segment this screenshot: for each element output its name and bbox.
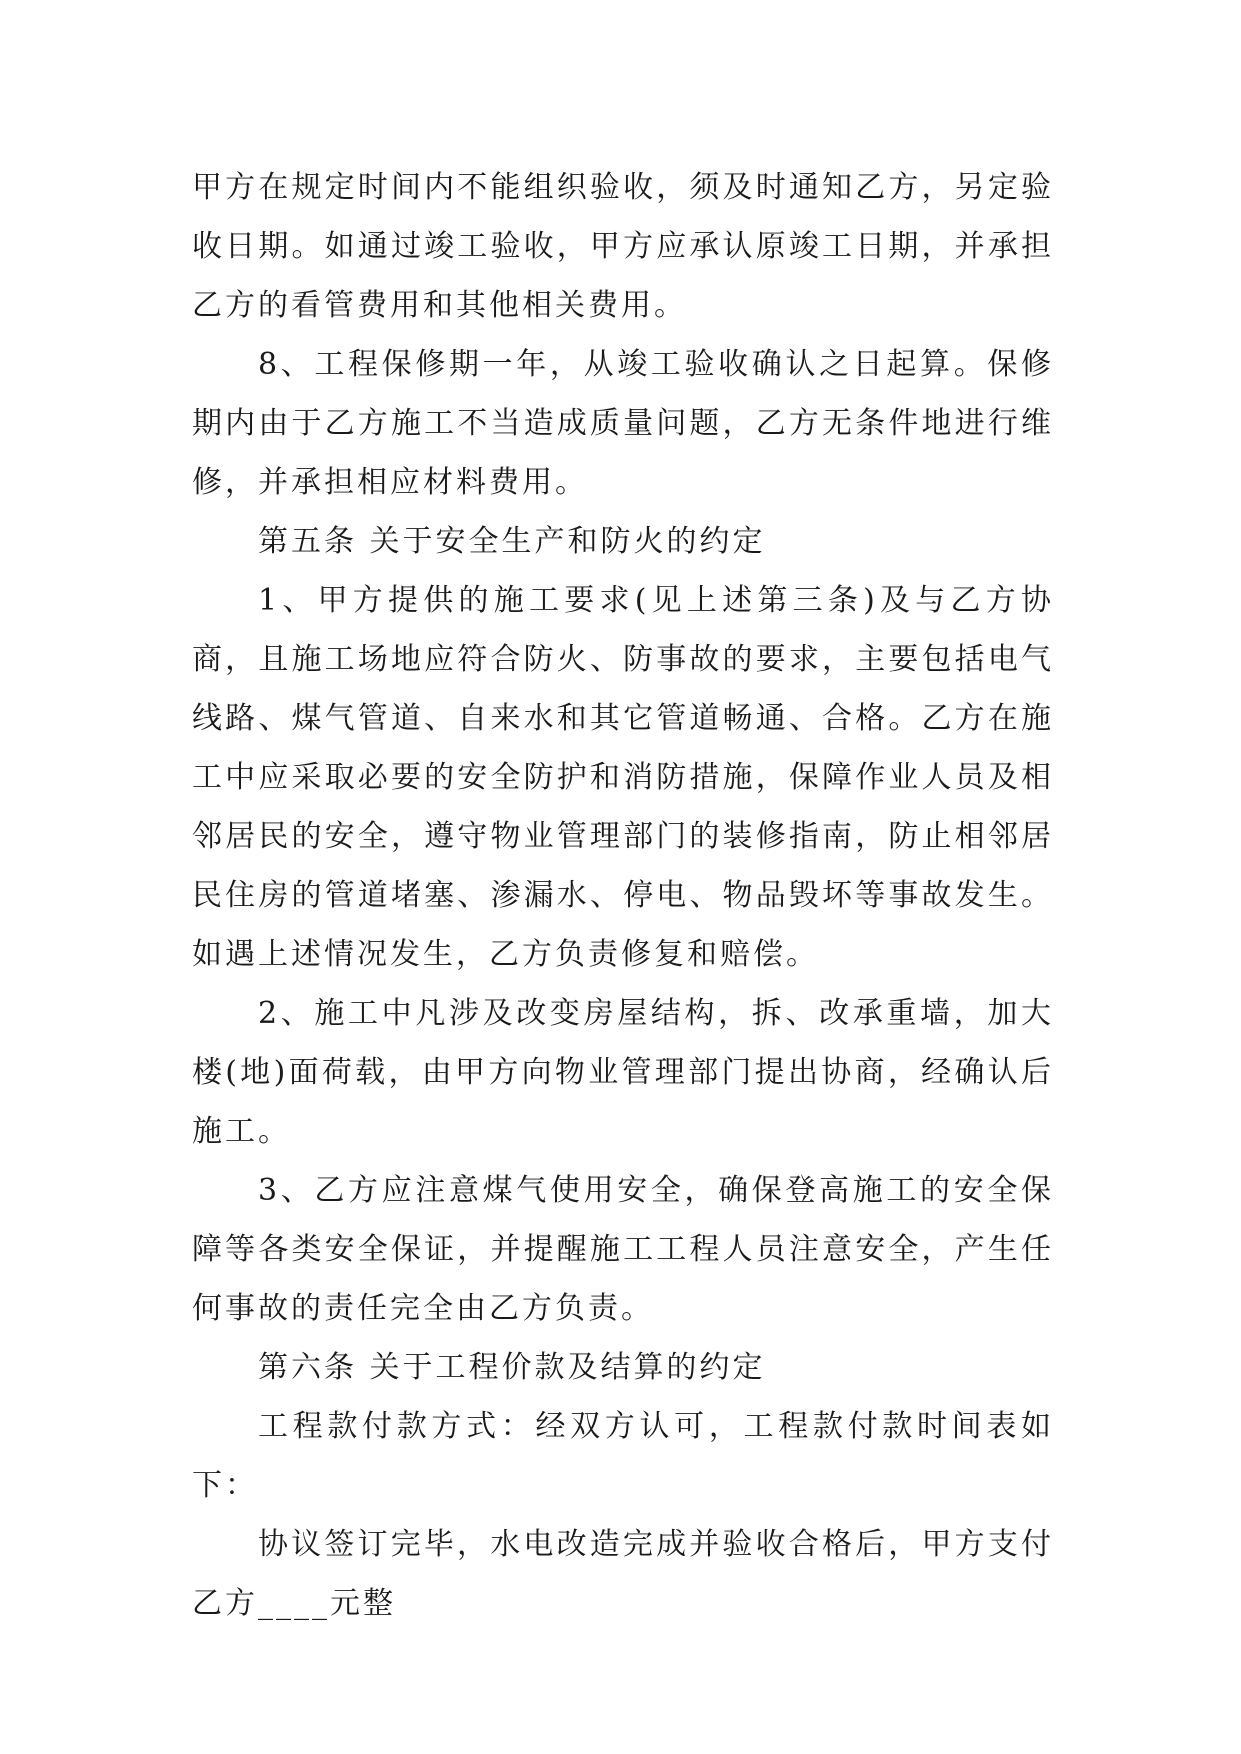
paragraph-safety-3: 3、乙方应注意煤气使用安全，确保登高施工的安全保障等各类安全保证，并提醒施工工程人员注意安全，产生任何事故的责任完全由乙方负责。 <box>192 1173 1054 1326</box>
section-heading-article-5: 第五条 关于安全生产和防火的约定 <box>258 524 766 559</box>
paragraph-warranty: 8、工程保修期一年，从竣工验收确认之日起算。保修期内由于乙方施工不当造成质量问题，乙方无条件地进行维修，并承担相应材料费用。 <box>192 347 1054 500</box>
paragraph-safety-2: 2、施工中凡涉及改变房屋结构，拆、改承重墙，加大楼(地)面荷载，由甲方向物业管理部门提出协商，经确认后施工。 <box>192 996 1054 1149</box>
paragraph-acceptance-notice: 甲方在规定时间内不能组织验收，须及时通知乙方，另定验收日期。如通过竣工验收，甲方应承认原竣工日期，并承担乙方的看管费用和其他相关费用。 <box>192 170 1054 323</box>
paragraph-payment-first: 协议签订完毕，水电改造完成并验收合格后，甲方支付乙方____元整 <box>192 1527 1054 1621</box>
section-heading-article-6: 第六条 关于工程价款及结算的约定 <box>258 1350 766 1385</box>
document-page <box>192 158 1054 1633</box>
paragraph-payment-method: 工程款付款方式：经双方认可，工程款付款时间表如下： <box>192 1409 1054 1503</box>
paragraph-safety-1: 1、甲方提供的施工要求(见上述第三条)及与乙方协商，且施工场地应符合防火、防事故的要求，主要包括电气线路、煤气管道、自来水和其它管道畅通、合格。乙方在施工中应采取必要的安全防护和消防措施，保障作业人员及相邻居民的安全，遵守物业管理部门的装修指南，防止相邻居民住房的管道堵塞、渗漏水、停电、物品毁坏等事故发生。如遇上述情况发生，乙方负责修复和赔偿。 <box>192 583 1054 972</box>
